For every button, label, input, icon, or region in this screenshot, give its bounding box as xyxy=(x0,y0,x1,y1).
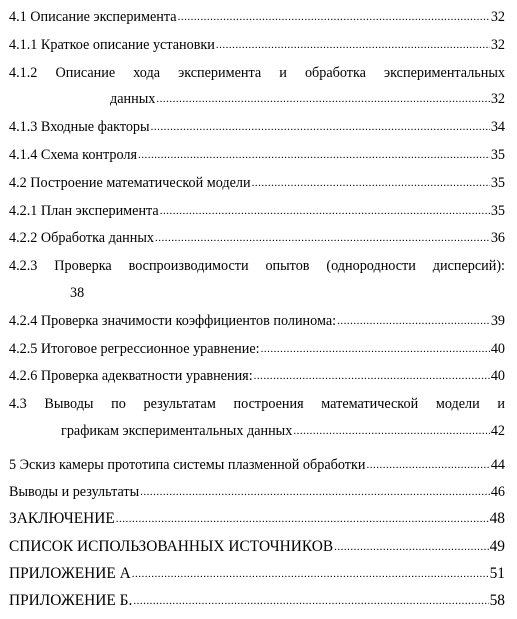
toc-entry-4-1[interactable] xyxy=(9,8,505,27)
toc-entry-title: 4.2 Построение математической модели xyxy=(9,175,251,191)
dot-leader xyxy=(293,421,490,440)
dot-leader xyxy=(151,117,490,136)
toc-entry-title: 4.1 Описание эксперимента xyxy=(9,9,177,25)
toc-entry-4-2-4[interactable] xyxy=(9,312,505,331)
dot-leader xyxy=(160,201,490,220)
toc-entry-title: СПИСОК ИСПОЛЬЗОВАННЫХ ИСТОЧНИКОВ xyxy=(9,538,334,555)
toc-page-number: 36 xyxy=(490,230,505,246)
toc-entry-4-2[interactable] xyxy=(9,174,505,193)
toc-entry-title-line1: 4.2.3 Проверка воспроизводимости опытов (однородности дисперсий): xyxy=(9,258,505,274)
toc-entry-title: 4.2.5 Итоговое регрессионное уравнение: xyxy=(9,341,260,357)
toc-entry-title: 4.2.1 План эксперимента xyxy=(9,203,159,219)
toc-entry-4-2-5[interactable] xyxy=(9,340,505,359)
toc-entry-appendix-b[interactable] xyxy=(9,592,505,611)
dot-leader xyxy=(216,35,490,54)
toc-entry-4-2-3[interactable] xyxy=(9,257,505,301)
toc-entry-title-line2: данных xyxy=(110,91,156,107)
toc-entry-title: ПРИЛОЖЕНИЕ А xyxy=(9,565,131,582)
toc-entry-title: 4.2.4 Проверка значимости коэффициентов полинома: xyxy=(9,313,337,329)
dot-leader xyxy=(155,228,490,247)
toc-entry-title: 4.2.2 Обработка данных xyxy=(9,230,154,246)
dot-leader xyxy=(254,366,490,385)
toc-entry-title: 4.1.4 Схема контроля xyxy=(9,147,137,163)
toc-page-number: 49 xyxy=(489,538,505,555)
toc-page-number: 44 xyxy=(490,457,505,473)
toc-page-number: 35 xyxy=(490,175,505,191)
toc-entry-4-1-1[interactable] xyxy=(9,36,505,55)
toc-page-number: 35 xyxy=(490,147,505,163)
toc-entry-4-2-1[interactable] xyxy=(9,202,505,221)
toc-page-number: 32 xyxy=(490,37,505,53)
toc-page-number: 32 xyxy=(490,9,505,25)
toc-entry-zaklyuchenie[interactable] xyxy=(9,510,505,529)
dot-leader xyxy=(261,339,490,358)
dot-leader xyxy=(138,145,490,164)
toc-entry-conclusions[interactable] xyxy=(9,483,505,502)
toc-entry-title: 4.1.3 Входные факторы xyxy=(9,119,150,135)
toc-entry-title-line2: графикам экспериментальных данных xyxy=(61,423,293,439)
toc-page-number: 46 xyxy=(490,484,505,500)
toc-page-number: 34 xyxy=(490,119,505,135)
dot-leader xyxy=(133,591,488,610)
toc-entry-4-1-3[interactable] xyxy=(9,118,505,137)
dot-leader xyxy=(252,173,490,192)
dot-leader xyxy=(366,455,489,474)
toc-entry-5[interactable] xyxy=(9,456,505,475)
dot-leader xyxy=(156,89,489,108)
toc-entry-title-line1: 4.1.2 Описание хода эксперимента и обработка экспериментальных xyxy=(9,65,505,81)
toc-page-number: 35 xyxy=(490,203,505,219)
toc-page-number: 48 xyxy=(489,510,505,527)
dot-leader xyxy=(140,482,490,501)
toc-page-number: 51 xyxy=(489,565,505,582)
dot-leader xyxy=(116,509,489,528)
toc-entry-title-line1: 4.3 Выводы по результатам построения математической модели и xyxy=(9,396,505,412)
dot-leader xyxy=(132,564,489,583)
toc-entry-4-1-2[interactable] xyxy=(9,64,505,107)
toc-page-number: 42 xyxy=(490,423,505,439)
toc-entry-4-1-4[interactable] xyxy=(9,146,505,165)
toc-entry-4-2-2[interactable] xyxy=(9,229,505,248)
toc-page-number: 38 xyxy=(70,285,85,301)
dot-leader xyxy=(337,311,490,330)
toc-page-number: 40 xyxy=(490,368,505,384)
toc-entry-title: Выводы и результаты xyxy=(9,484,140,500)
toc-entry-title: 5 Эскиз камеры прототипа системы плазменной обработки xyxy=(9,457,366,473)
toc-page-number: 58 xyxy=(489,592,505,609)
toc-entry-4-2-6[interactable] xyxy=(9,367,505,386)
toc-entry-title: ЗАКЛЮЧЕНИЕ xyxy=(9,510,115,527)
dot-leader xyxy=(334,537,488,556)
dot-leader xyxy=(178,7,490,26)
toc-entry-title: ПРИЛОЖЕНИЕ Б. xyxy=(9,592,133,609)
toc-entry-appendix-a[interactable] xyxy=(9,565,505,584)
toc-page-number: 32 xyxy=(490,91,505,107)
toc-entry-title: 4.1.1 Краткое описание установки xyxy=(9,37,215,53)
toc-entry-sources[interactable] xyxy=(9,538,505,557)
toc-entry-4-3[interactable] xyxy=(9,395,505,439)
toc-entry-title: 4.2.6 Проверка адекватности уравнения: xyxy=(9,368,253,384)
toc-page-number: 39 xyxy=(490,313,505,329)
toc-page-number: 40 xyxy=(490,341,505,357)
